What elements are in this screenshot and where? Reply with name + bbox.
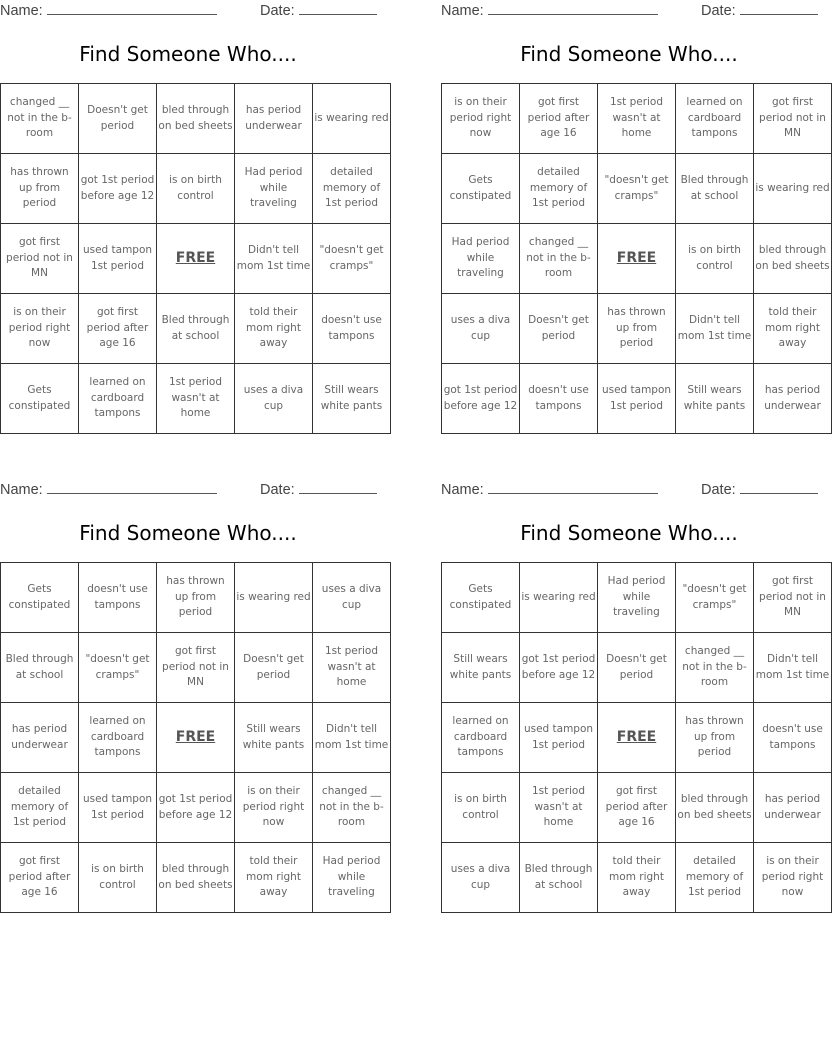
grid-cell: told their mom right away [598,843,676,913]
grid-cell: Still wears white pants [676,364,754,434]
grid-cell: learned on cardboard tampons [79,703,157,773]
date-field [701,2,818,19]
grid-cell: has period underwear [754,364,832,434]
date-label: Date: [701,3,736,19]
grid-row [1,154,391,224]
name-field [441,481,658,498]
free-space-cell: FREE [157,224,235,294]
grid-cell: is on birth control [79,843,157,913]
grid-cell: Had period while traveling [313,843,391,913]
grid-row [442,84,832,154]
grid-cell: has period underwear [754,773,832,843]
free-space-cell: FREE [157,703,235,773]
grid-cell: has thrown up from period [1,154,79,224]
grid-cell: "doesn't get cramps" [598,154,676,224]
grid-cell: detailed memory of 1st period [313,154,391,224]
grid-row [1,703,391,773]
grid-cell: detailed memory of 1st period [676,843,754,913]
grid-row [1,224,391,294]
date-blank-line [740,2,818,15]
name-blank-line [47,481,217,494]
grid-cell: got 1st period before age 12 [520,633,598,703]
grid-cell: changed __ not in the b-room [520,224,598,294]
card-header [441,0,817,22]
grid-cell: uses a diva cup [442,843,520,913]
grid-cell: is wearing red [754,154,832,224]
grid-cell: 1st period wasn't at home [598,84,676,154]
grid-cell: learned on cardboard tampons [79,364,157,434]
grid-cell: uses a diva cup [235,364,313,434]
grid-cell: Still wears white pants [313,364,391,434]
grid-cell: Still wears white pants [235,703,313,773]
grid-row [1,633,391,703]
grid-cell: is on their period right now [754,843,832,913]
grid-cell: 1st period wasn't at home [157,364,235,434]
grid-row [1,84,391,154]
grid-row [1,843,391,913]
name-field [0,481,217,498]
grid-cell: got first period after age 16 [520,84,598,154]
grid-row [442,294,832,364]
grid-row [442,563,832,633]
grid-cell: used tampon 1st period [79,224,157,294]
name-label: Name: [0,3,43,19]
date-field [701,481,818,498]
name-field [0,2,217,19]
grid-cell: Doesn't get period [520,294,598,364]
grid-cell: is on their period right now [235,773,313,843]
grid-cell: got first period after age 16 [79,294,157,364]
grid-cell: Didn't tell mom 1st time [235,224,313,294]
grid-cell: is on birth control [157,154,235,224]
name-blank-line [488,481,658,494]
grid-cell: Gets constipated [442,563,520,633]
grid-cell: Didn't tell mom 1st time [313,703,391,773]
grid-cell: bled through on bed sheets [754,224,832,294]
grid-cell: bled through on bed sheets [157,843,235,913]
grid-cell: is on their period right now [1,294,79,364]
free-space-cell: FREE [598,703,676,773]
grid-cell: used tampon 1st period [79,773,157,843]
grid-cell: uses a diva cup [442,294,520,364]
card-header [0,479,376,501]
grid-cell: Doesn't get period [598,633,676,703]
name-label: Name: [0,482,43,498]
grid-cell: is wearing red [235,563,313,633]
grid-cell: Still wears white pants [442,633,520,703]
grid-cell: Had period while traveling [442,224,520,294]
grid-cell: doesn't use tampons [754,703,832,773]
name-blank-line [47,2,217,15]
grid-row [442,843,832,913]
grid-cell: "doesn't get cramps" [79,633,157,703]
grid-cell: has period underwear [1,703,79,773]
grid-cell: Gets constipated [1,563,79,633]
grid-cell: told their mom right away [235,294,313,364]
date-blank-line [299,2,377,15]
date-blank-line [299,481,377,494]
grid-cell: Bled through at school [1,633,79,703]
grid-cell: bled through on bed sheets [157,84,235,154]
grid-cell: got 1st period before age 12 [442,364,520,434]
grid-cell: told their mom right away [235,843,313,913]
card-title: Find Someone Who.... [79,521,297,545]
grid-row [1,294,391,364]
grid-cell: got first period not in MN [754,563,832,633]
grid-row [1,563,391,633]
grid-cell: "doesn't get cramps" [313,224,391,294]
grid-cell: used tampon 1st period [598,364,676,434]
grid-cell: has thrown up from period [598,294,676,364]
grid-cell: learned on cardboard tampons [676,84,754,154]
grid-row [442,224,832,294]
grid-row [1,364,391,434]
grid-cell: doesn't use tampons [520,364,598,434]
name-field [441,2,658,19]
grid-cell: got first period after age 16 [598,773,676,843]
grid-row [442,703,832,773]
date-label: Date: [260,3,295,19]
grid-cell: changed __ not in the b-room [676,633,754,703]
grid-cell: is on birth control [442,773,520,843]
grid-cell: bled through on bed sheets [676,773,754,843]
grid-cell: "doesn't get cramps" [676,563,754,633]
date-label: Date: [260,482,295,498]
card-header [441,479,817,501]
grid-cell: has period underwear [235,84,313,154]
card-title: Find Someone Who.... [520,521,738,545]
grid-cell: got first period not in MN [157,633,235,703]
grid-cell: got 1st period before age 12 [79,154,157,224]
grid-cell: is on birth control [676,224,754,294]
grid-cell: Had period while traveling [235,154,313,224]
card-title: Find Someone Who.... [520,42,738,66]
grid-cell: 1st period wasn't at home [313,633,391,703]
grid-row [442,364,832,434]
grid-cell: is wearing red [313,84,391,154]
grid-cell: used tampon 1st period [520,703,598,773]
grid-row [1,773,391,843]
grid-cell: got first period after age 16 [1,843,79,913]
grid-cell: doesn't use tampons [79,563,157,633]
grid-cell: detailed memory of 1st period [1,773,79,843]
grid-cell: got first period not in MN [754,84,832,154]
grid-cell: Didn't tell mom 1st time [754,633,832,703]
date-label: Date: [701,482,736,498]
grid-cell: changed __ not in the b-room [1,84,79,154]
grid-cell: Doesn't get period [79,84,157,154]
grid-cell: uses a diva cup [313,563,391,633]
grid-cell: detailed memory of 1st period [520,154,598,224]
name-blank-line [488,2,658,15]
grid-cell: Gets constipated [1,364,79,434]
date-field [260,2,377,19]
name-label: Name: [441,482,484,498]
bingo-grid [441,562,832,913]
grid-cell: got first period not in MN [1,224,79,294]
grid-row [442,773,832,843]
grid-cell: Bled through at school [520,843,598,913]
grid-cell: learned on cardboard tampons [442,703,520,773]
date-field [260,481,377,498]
grid-cell: has thrown up from period [157,563,235,633]
grid-cell: told their mom right away [754,294,832,364]
grid-cell: doesn't use tampons [313,294,391,364]
grid-cell: Had period while traveling [598,563,676,633]
date-blank-line [740,481,818,494]
grid-cell: Gets constipated [442,154,520,224]
grid-row [442,154,832,224]
grid-cell: has thrown up from period [676,703,754,773]
grid-cell: is on their period right now [442,84,520,154]
grid-row [442,633,832,703]
bingo-grid [0,83,391,434]
grid-cell: Doesn't get period [235,633,313,703]
bingo-grid [0,562,391,913]
free-space-cell: FREE [598,224,676,294]
grid-cell: Didn't tell mom 1st time [676,294,754,364]
grid-cell: changed __ not in the b-room [313,773,391,843]
bingo-grid [441,83,832,434]
name-label: Name: [441,3,484,19]
card-header [0,0,376,22]
grid-cell: Bled through at school [157,294,235,364]
grid-cell: 1st period wasn't at home [520,773,598,843]
grid-cell: Bled through at school [676,154,754,224]
card-title: Find Someone Who.... [79,42,297,66]
grid-cell: got 1st period before age 12 [157,773,235,843]
grid-cell: is wearing red [520,563,598,633]
